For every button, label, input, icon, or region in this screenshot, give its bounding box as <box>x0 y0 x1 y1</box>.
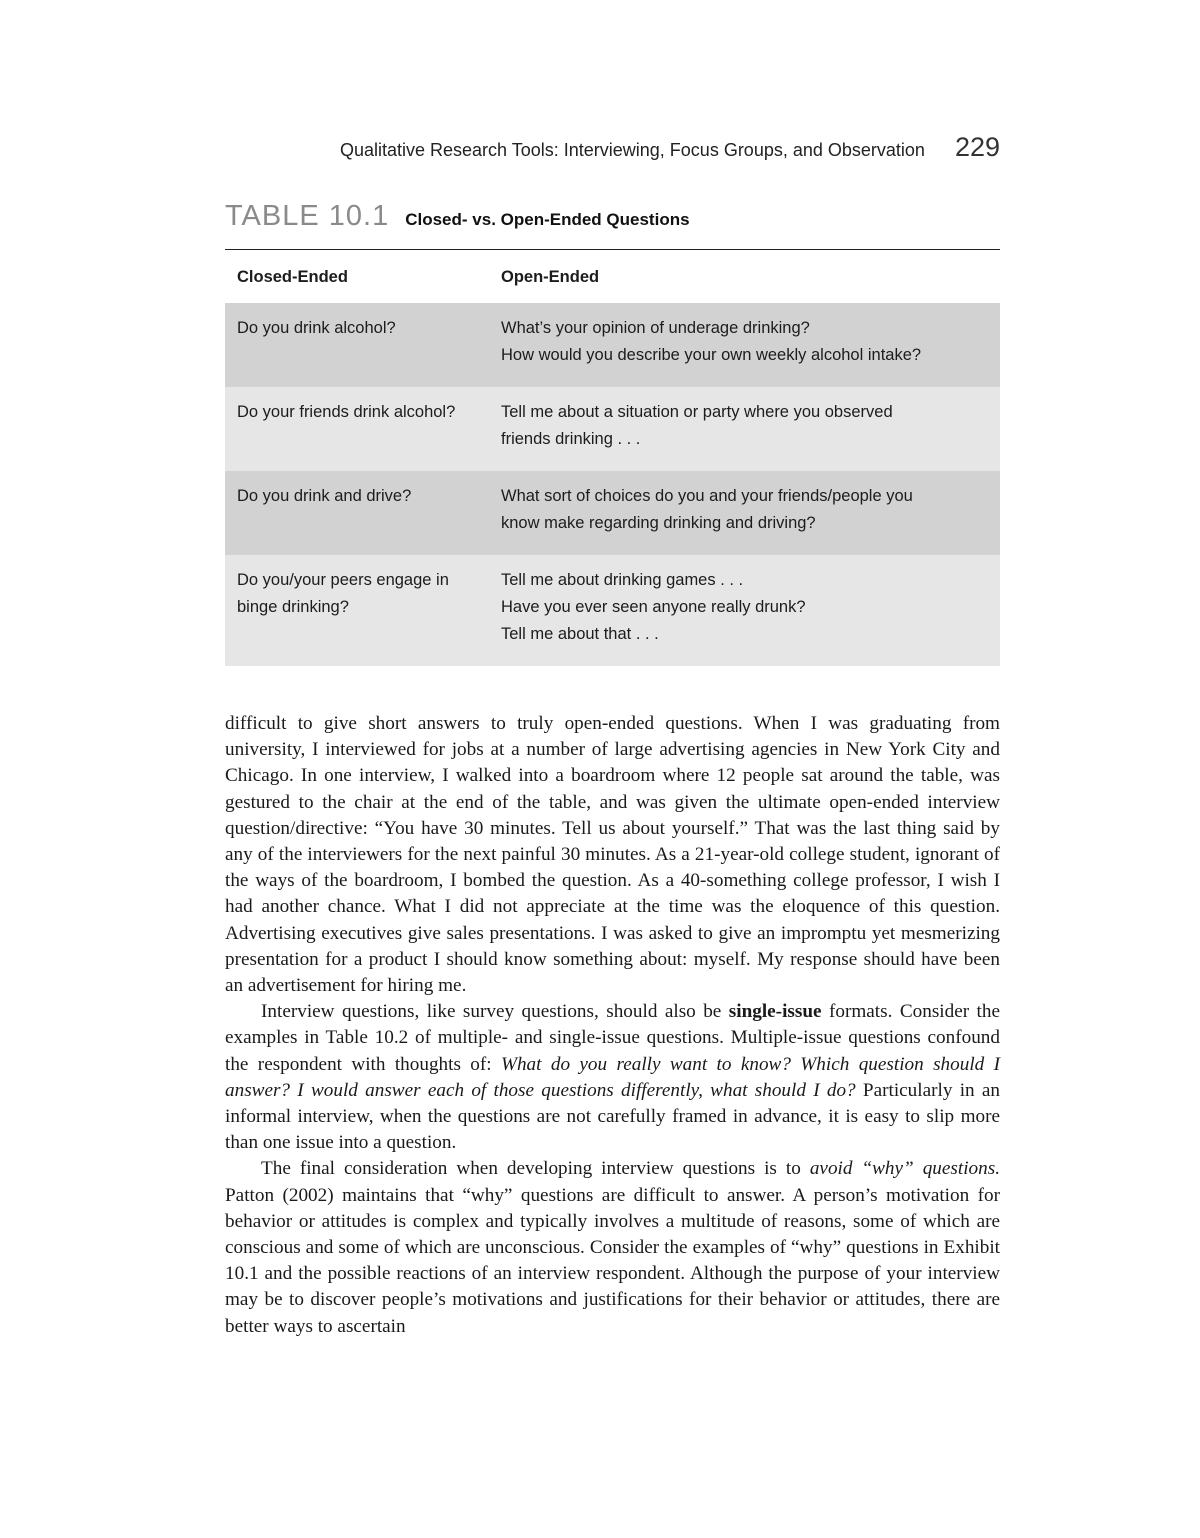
table-row <box>225 387 1000 471</box>
closed-question-cell <box>225 399 501 453</box>
cell-line: Do your friends drink alcohol? <box>237 403 456 421</box>
cell-line: friends drinking . . . <box>501 430 641 448</box>
cell-line: What sort of choices do you and your friends/people you <box>501 487 913 505</box>
cell-line: Tell me about a situation or party where you observed <box>501 403 893 421</box>
closed-question-cell <box>225 483 501 537</box>
table-top-rule <box>225 249 1000 250</box>
column-header-closed: Closed-Ended <box>237 267 348 286</box>
paragraph-text: Interview questions, like survey questions, should also be <box>261 1001 729 1023</box>
cell-line: know make regarding drinking and driving? <box>501 514 816 532</box>
closed-question-cell <box>225 567 501 648</box>
open-question-cell <box>501 315 1000 369</box>
table-title: Closed- vs. Open-Ended Questions <box>405 210 690 229</box>
cell-line: Do you drink and drive? <box>237 487 412 505</box>
body-text <box>225 711 1000 1340</box>
italic-text: avoid “why” questions. <box>809 1158 1000 1180</box>
closed-question-cell <box>225 315 501 369</box>
table-caption <box>225 200 1000 233</box>
italic-text: What do you really want to know? Which question should I answer? I would answer each of those questions differently, what should I do? <box>225 1053 1001 1101</box>
cell-line: Have you ever seen anyone really drunk? <box>501 598 806 616</box>
cell-line: Do you/your peers engage in <box>237 571 449 589</box>
open-question-cell <box>501 399 1000 453</box>
running-head-title: Qualitative Research Tools: Interviewing, Focus Groups, and Observation <box>339 140 925 160</box>
table-row <box>225 303 1000 387</box>
cell-line: Tell me about that . . . <box>501 625 659 643</box>
cell-line: binge drinking? <box>237 598 349 616</box>
page-number: 229 <box>954 132 1000 162</box>
bold-term: single-issue <box>728 1001 822 1023</box>
paragraph <box>225 999 1000 1156</box>
running-head <box>225 132 1000 163</box>
table-header-row <box>225 251 1000 303</box>
cell-line: What’s your opinion of underage drinking? <box>501 319 810 337</box>
table-row <box>225 555 1000 666</box>
cell-line: Do you drink alcohol? <box>237 319 396 337</box>
questions-table <box>225 251 1000 666</box>
paragraph-text: Patton (2002) maintains that “why” questions are difficult to answer. A person’s motivation for behavior or attitudes is complex and typically involves a multitude of reasons, some of which are conscious and some of which are unconscious. Consider the examples of “why” questions in Exhibit 10.1 and the possible reactions of an interview respondent. Although the purpose of your interview may be to discover people’s motivations and justifications for their behavior or attitudes, there are better ways to ascertain <box>225 1184 1000 1337</box>
paragraph: difficult to give short answers to truly open-ended questions. When I was graduating from university, I interviewed for jobs at a number of large advertising agencies in New York City and Chicago. In one interview, I walked into a boardroom where 12 people sat around the table, was gestured to the chair at the end of the table, and was given the ultimate open-ended interview question/directive: “You have 30 minutes. Tell us about yourself.” That was the last thing said by any of the interviewers for the next painful 30 minutes. As a 21-year-old college student, ignorant of the ways of the boardroom, I bombed the question. As a 40-something college professor, I wish I had another chance. What I did not appreciate at the time was the eloquence of this question. Advertising executives give sales presentations. I was asked to give an impromptu yet mesmerizing presentation for a product I should know something about: myself. My response should have been an advertisement for hiring me. <box>225 713 1000 997</box>
open-question-cell <box>501 567 1000 648</box>
paragraph-text: formats. Consider the examples in Table 10.2 of multiple- and single-issue questions. Multiple-issue questions confound the respondent with thoughts of: <box>225 1001 1000 1075</box>
column-header-open: Open-Ended <box>501 267 600 286</box>
cell-line: Tell me about drinking games . . . <box>501 571 744 589</box>
table-label: TABLE 10.1 <box>225 200 390 232</box>
table-row <box>225 471 1000 555</box>
open-question-cell <box>501 483 1000 537</box>
paragraph-text: Particularly in an informal interview, when the questions are not carefully framed in advance, it is easy to slip more than one issue into a question. <box>225 1079 1001 1154</box>
paragraph <box>225 1156 1000 1339</box>
paragraph-text: The final consideration when developing interview questions is to <box>261 1158 810 1180</box>
cell-line: How would you describe your own weekly alcohol intake? <box>501 346 922 364</box>
